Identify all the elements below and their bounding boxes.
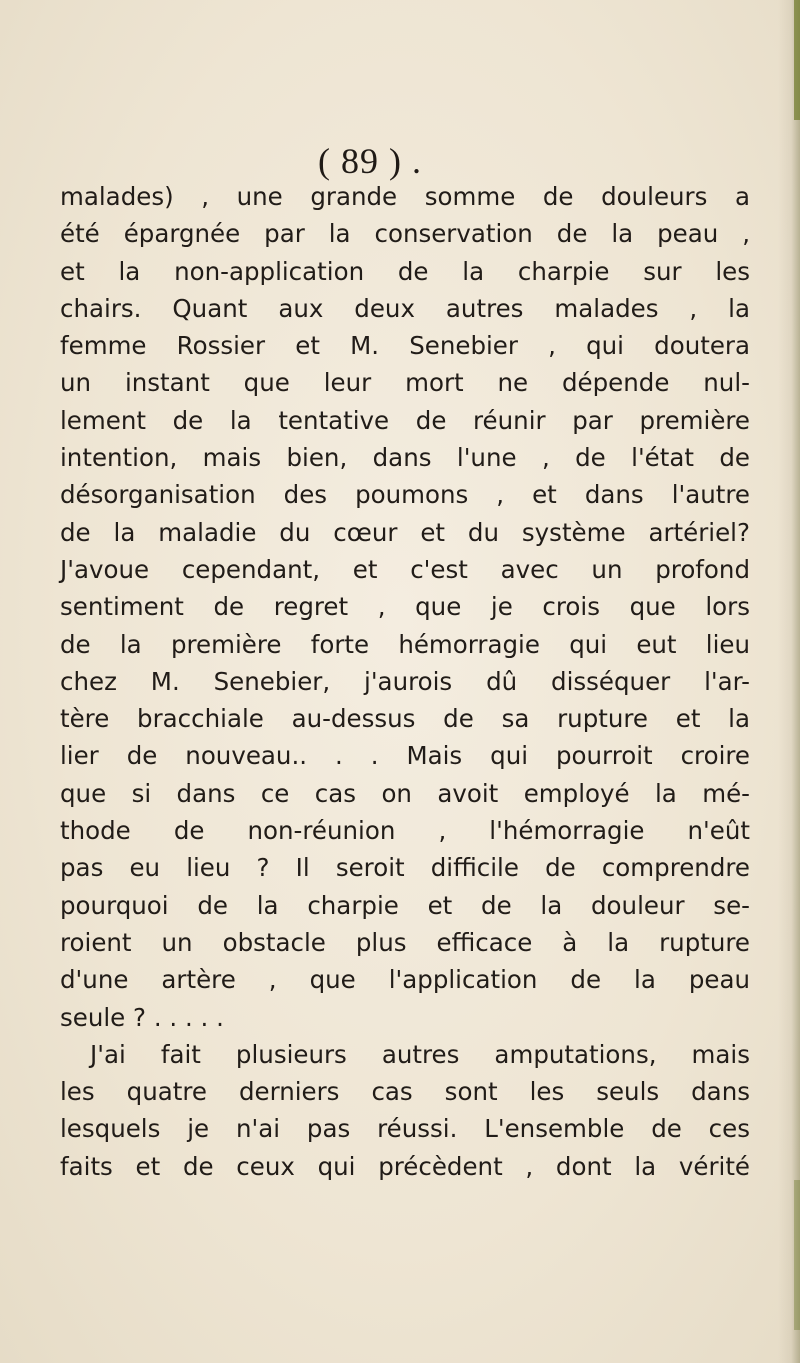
text-line: que si dans ce cas on avoit employé la mé- <box>60 778 750 808</box>
text-line: roient un obstacle plus efficace à la rupture <box>60 927 750 957</box>
text-line: thode de non-réunion , l'hémorragie n'eût <box>60 816 750 846</box>
page-edge-mark <box>794 0 800 120</box>
text-line: les quatre derniers cas sont les seuls dans <box>60 1077 750 1107</box>
text-line: un instant que leur mort ne dépende nul- <box>60 368 750 398</box>
text-line: tère bracchiale au-dessus de sa rupture et la <box>60 704 750 734</box>
text-line: d'une artère , que l'application de la peau <box>60 965 750 995</box>
text-line: seule ? . . . . . <box>60 1002 224 1032</box>
text-line: J'avoue cependant, et c'est avec un profond <box>60 554 750 584</box>
text-line: lier de nouveau.. . . Mais qui pourroit croire <box>60 741 750 771</box>
page-edge-shadow <box>778 0 800 1363</box>
text-line: lement de la tentative de réunir par première <box>60 405 750 435</box>
text-line: femme Rossier et M. Senebier , qui doutera <box>60 331 750 361</box>
text-line: faits et de ceux qui précèdent , dont la vérité <box>60 1151 750 1181</box>
text-line: été épargnée par la conservation de la peau , <box>60 219 750 249</box>
body-text <box>60 178 750 1185</box>
text-line: de la première forte hémorragie qui eut lieu <box>60 629 750 659</box>
text-line: lesquels je n'ai pas réussi. L'ensemble de ces <box>60 1114 750 1144</box>
text-line: sentiment de regret , que je crois que lors <box>60 592 750 622</box>
page-number: ( 89 ) . <box>318 141 422 181</box>
text-line: malades) , une grande somme de douleurs a <box>60 182 750 211</box>
text-line: pas eu lieu ? Il seroit difficile de comprendre <box>60 853 750 883</box>
text-line: désorganisation des poumons , et dans l'autre <box>60 480 750 510</box>
text-line: chez M. Senebier, j'aurois dû disséquer l'ar- <box>60 666 750 696</box>
paragraph-start-line: J'ai fait plusieurs autres amputations, mais <box>90 1039 750 1069</box>
text-line: de la maladie du cœur et du système artériel? <box>60 517 750 547</box>
page-edge-mark <box>794 1180 800 1330</box>
text-line: et la non-application de la charpie sur les <box>60 256 750 286</box>
text-line: chairs. Quant aux deux autres malades , la <box>60 293 750 323</box>
text-line: intention, mais bien, dans l'une , de l'état de <box>60 443 750 473</box>
text-line: pourquoi de la charpie et de la douleur se- <box>60 890 750 920</box>
